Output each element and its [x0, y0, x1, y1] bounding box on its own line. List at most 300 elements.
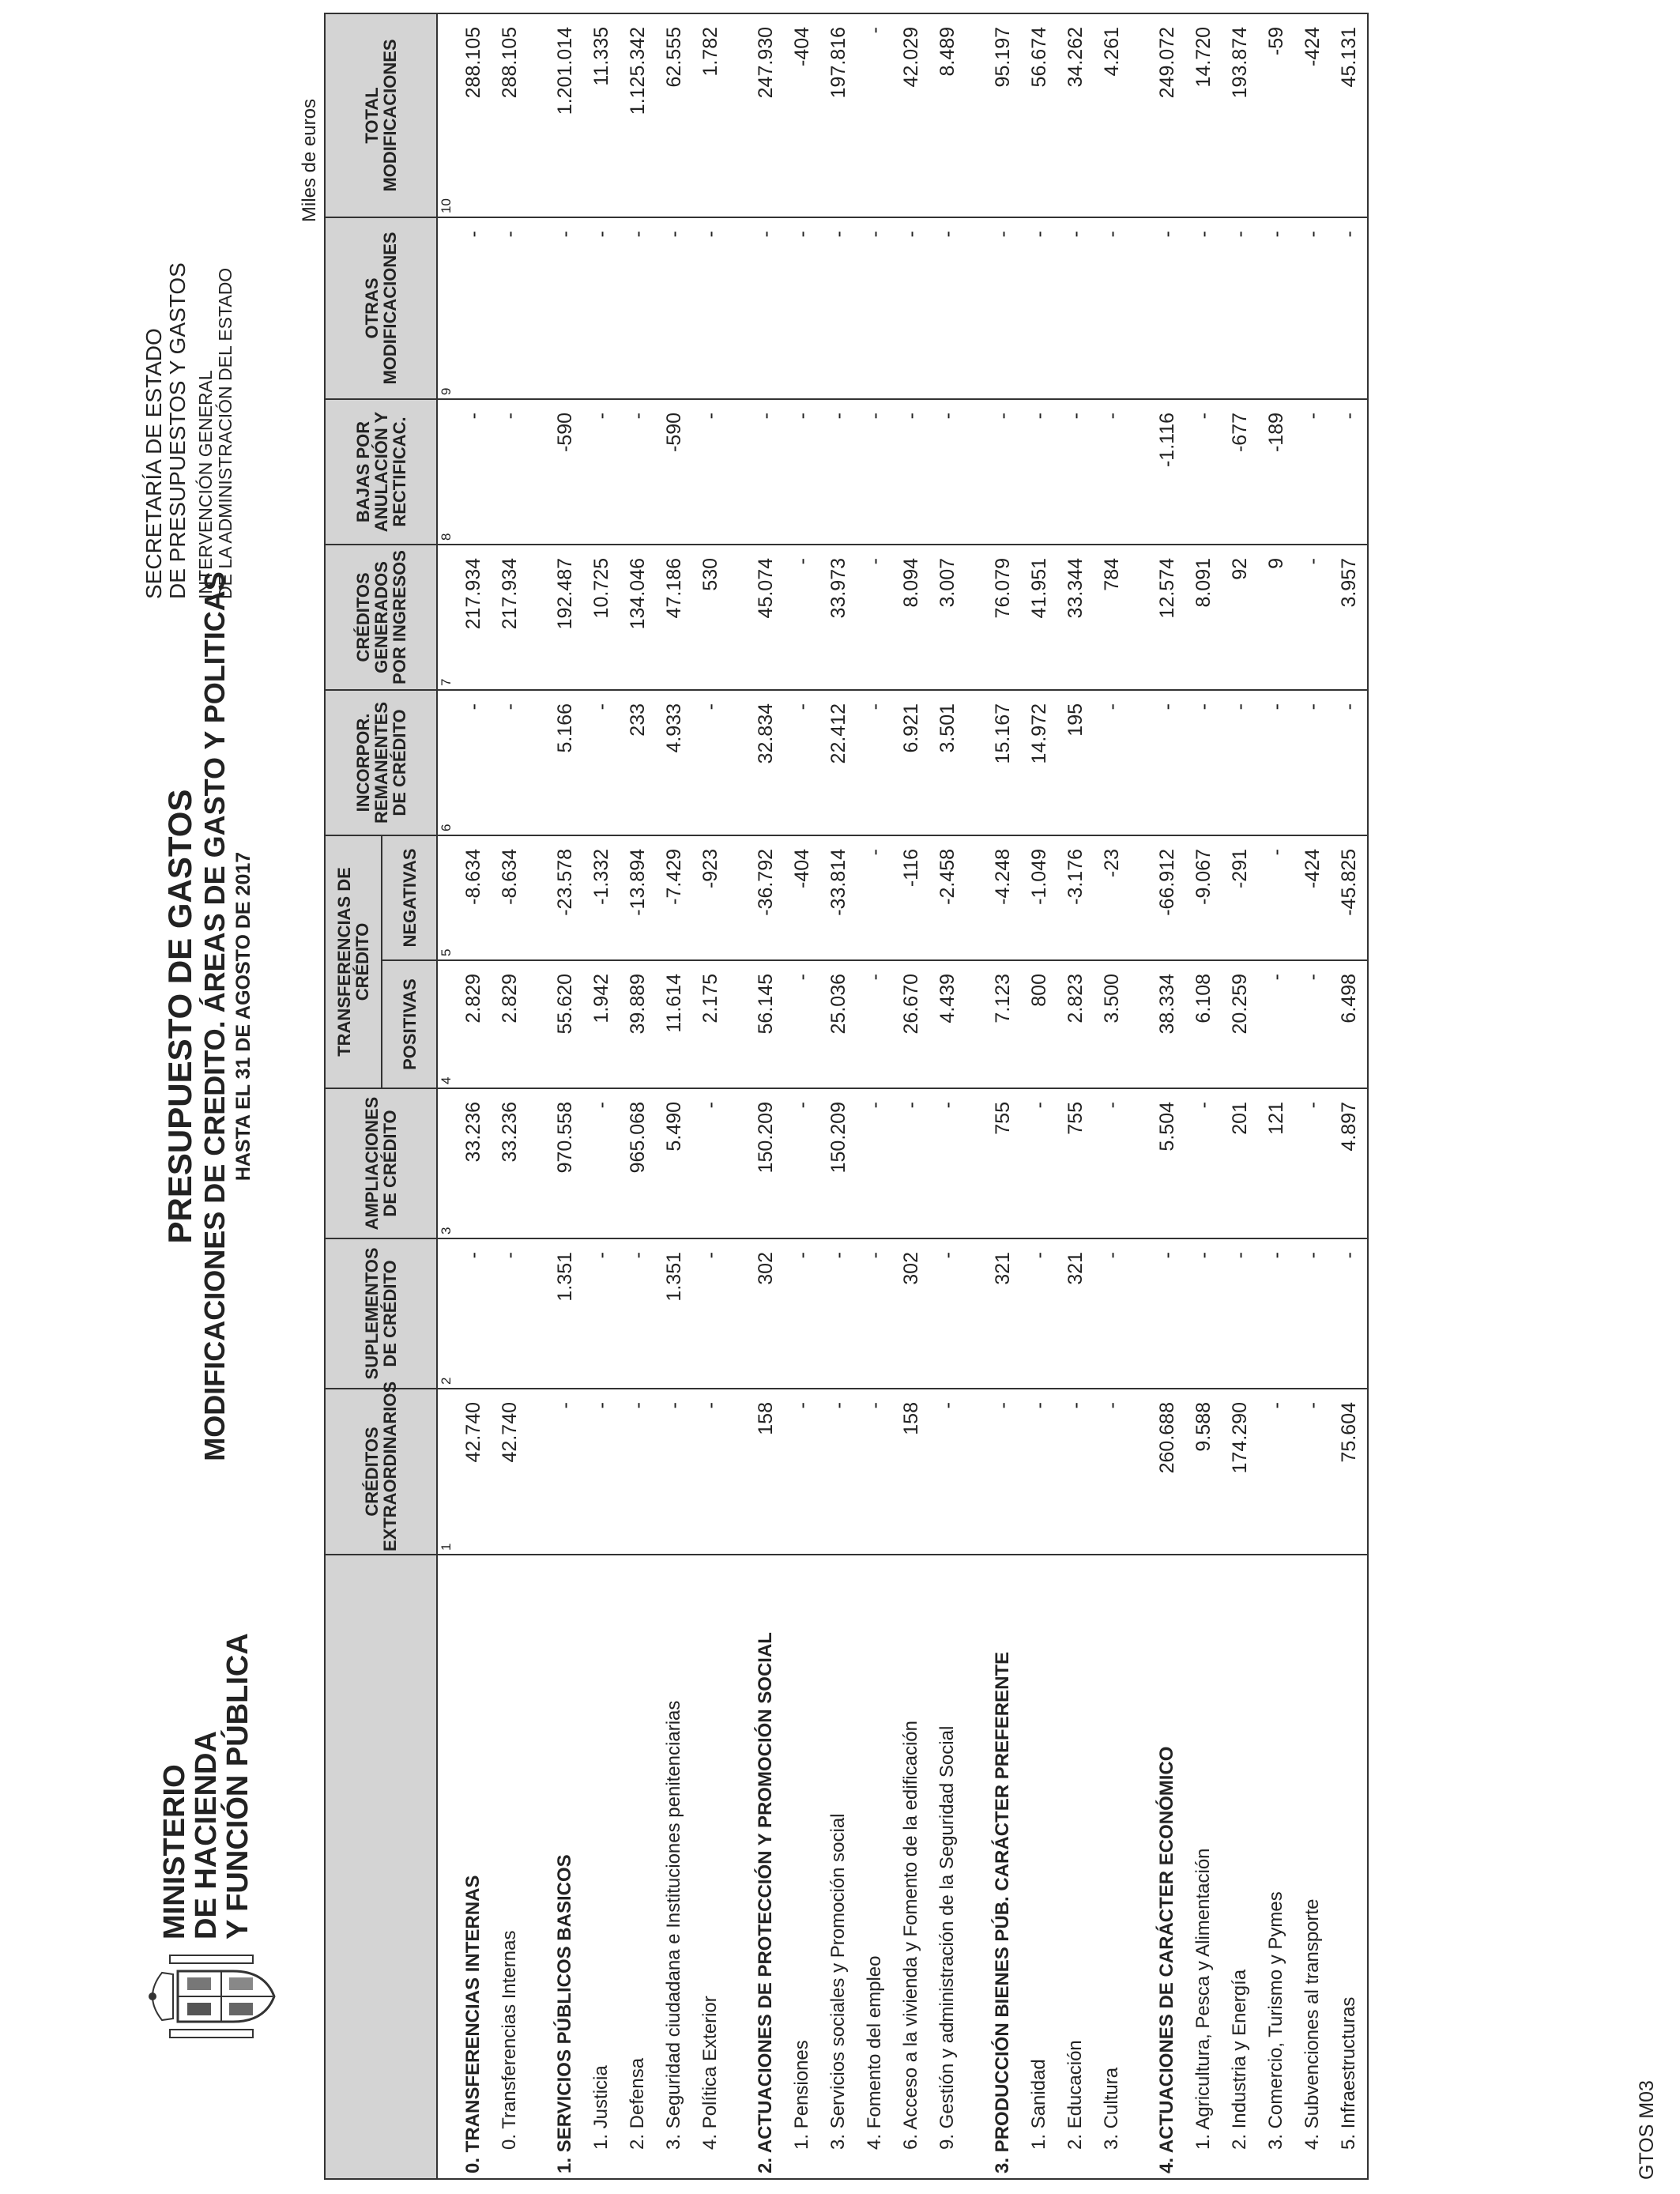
value-cell-col-3: 201	[1222, 1088, 1258, 1238]
value-cell-col-1: -	[1094, 1389, 1130, 1555]
row-label: 2. Educación	[1057, 1555, 1094, 2179]
spacer-cell	[528, 13, 547, 217]
value-cell-col-10: 11.335	[583, 13, 620, 217]
value-cell-col-5: -3.176	[1057, 835, 1094, 960]
row-label: 9. Gestión y administración de la Seguridad Social	[929, 1555, 966, 2179]
value-cell-col-1: 158	[893, 1389, 929, 1555]
value-cell-col-10: 42.029	[893, 13, 929, 217]
spacer-cell	[966, 690, 985, 835]
header-col-8: BAJAS POR ANULACIÓN Y RECTIFICAC.	[325, 399, 437, 545]
value-cell-col-10: -59	[1258, 13, 1294, 217]
row-label: 1. Sanidad	[1021, 1555, 1057, 2179]
spacer-cell	[966, 1088, 985, 1238]
value-cell-col-5: -291	[1222, 835, 1258, 960]
row-label: 2. Industria y Energía	[1222, 1555, 1258, 2179]
value-cell-col-10: 288.105	[492, 13, 528, 217]
table-row	[1057, 13, 1094, 2179]
value-cell-col-8: -590	[656, 399, 692, 545]
row-label: 1. Agricultura, Pesca y Alimentación	[1185, 1555, 1222, 2179]
value-cell-col-2: -	[692, 1238, 729, 1389]
value-cell-col-4: 7.123	[985, 960, 1021, 1088]
value-cell-col-6: 6.921	[893, 690, 929, 835]
value-cell-col-3: -	[692, 1088, 729, 1238]
column-number: 7	[437, 545, 455, 690]
value-cell-col-7: 217.934	[492, 545, 528, 690]
value-cell-col-2: 321	[1057, 1238, 1094, 1389]
value-cell-col-10: 56.674	[1021, 13, 1057, 217]
value-cell-col-10: 4.261	[1094, 13, 1130, 217]
value-cell-col-7: 530	[692, 545, 729, 690]
group-label: 0. TRANSFERENCIAS INTERNAS	[455, 1555, 492, 2179]
value-cell-col-7: 134.046	[620, 545, 656, 690]
intervention-line-2: DE LA ADMINISTRACIÓN DEL ESTADO	[215, 267, 235, 599]
value-cell-col-7: 92	[1222, 545, 1258, 690]
value-cell-col-4: 38.334	[1149, 960, 1185, 1088]
value-cell-col-3: -	[893, 1088, 929, 1238]
spacer-cell	[966, 13, 985, 217]
value-cell-col-8: -	[748, 399, 784, 545]
value-cell-col-5: -	[857, 835, 893, 960]
spacer-cell	[966, 960, 985, 1088]
row-label: 4. Política Exterior	[692, 1555, 729, 2179]
intervention-line-1: INTERVENCIÓN GENERAL	[195, 370, 216, 599]
spacer-cell	[1130, 1389, 1149, 1555]
row-label: 3. Comercio, Turismo y Pymes	[1258, 1555, 1294, 2179]
value-cell-col-3: 5.490	[656, 1088, 692, 1238]
value-cell-col-10: 249.072	[1149, 13, 1185, 217]
table-row	[1331, 13, 1368, 2179]
value-cell-col-4: 2.823	[1057, 960, 1094, 1088]
value-cell-col-4: 20.259	[1222, 960, 1258, 1088]
header-col-5: NEGATIVAS	[382, 835, 437, 960]
value-cell-col-3: 5.504	[1149, 1088, 1185, 1238]
value-cell-col-6: -	[857, 690, 893, 835]
value-cell-col-10: 193.874	[1222, 13, 1258, 217]
value-cell-col-9: -	[492, 217, 528, 399]
value-cell-col-4: 800	[1021, 960, 1057, 1088]
value-cell-col-2: -	[857, 1238, 893, 1389]
value-cell-col-3: 965.068	[620, 1088, 656, 1238]
value-cell-col-1: 9.588	[1185, 1389, 1222, 1555]
report-period: HASTA EL 31 DE AGOSTO DE 2017	[232, 851, 254, 1182]
secretariat-line-2: DE PRESUPUESTOS Y GASTOS	[165, 262, 190, 599]
spacer-cell	[528, 835, 547, 960]
value-cell-col-8: -	[1094, 399, 1130, 545]
value-cell-col-6: 5.166	[547, 690, 583, 835]
value-cell-col-6: -	[692, 690, 729, 835]
value-cell-col-2: -	[1294, 1238, 1331, 1389]
spacer-cell	[729, 1389, 748, 1555]
value-cell-col-4: 39.889	[620, 960, 656, 1088]
value-cell-col-9: -	[1021, 217, 1057, 399]
value-cell-col-1: -	[547, 1389, 583, 1555]
value-cell-col-4: 11.614	[656, 960, 692, 1088]
value-cell-col-10: 1.201.014	[547, 13, 583, 217]
table-row	[1185, 13, 1222, 2179]
value-cell-col-8: -	[1331, 399, 1368, 545]
value-cell-col-5: -8.634	[455, 835, 492, 960]
value-cell-col-7: 8.091	[1185, 545, 1222, 690]
value-cell-col-9: -	[547, 217, 583, 399]
value-cell-col-4: 1.942	[583, 960, 620, 1088]
value-cell-col-2: -	[1021, 1238, 1057, 1389]
spacer-cell	[966, 1555, 985, 2179]
value-cell-col-5: -66.912	[1149, 835, 1185, 960]
group-label: 1. SERVICIOS PÚBLICOS BASICOS	[547, 1555, 583, 2179]
value-cell-col-2: -	[929, 1238, 966, 1389]
value-cell-col-5: -45.825	[1331, 835, 1368, 960]
value-cell-col-8: -	[784, 399, 820, 545]
value-cell-col-9: -	[583, 217, 620, 399]
row-label: 3. Servicios sociales y Promoción social	[820, 1555, 857, 2179]
spacer-cell	[1130, 690, 1149, 835]
spacer-cell	[966, 545, 985, 690]
value-cell-col-6: 22.412	[820, 690, 857, 835]
value-cell-col-4: 6.498	[1331, 960, 1368, 1088]
value-cell-col-6: -	[1331, 690, 1368, 835]
value-cell-col-9: -	[1331, 217, 1368, 399]
table-row	[1222, 13, 1258, 2179]
value-cell-col-1: -	[985, 1389, 1021, 1555]
spacer-row	[528, 13, 547, 2179]
value-cell-col-8: -	[1294, 399, 1331, 545]
value-cell-col-1: 158	[748, 1389, 784, 1555]
spacer-cell	[1130, 1238, 1149, 1389]
spacer-cell	[966, 399, 985, 545]
group-label: 4. ACTUACIONES DE CARÁCTER ECONÓMICO	[1149, 1555, 1185, 2179]
value-cell-col-8: -	[857, 399, 893, 545]
table-row	[929, 13, 966, 2179]
value-cell-col-9: -	[820, 217, 857, 399]
spacer-cell	[528, 1088, 547, 1238]
table-row	[1294, 13, 1331, 2179]
value-cell-col-1: 260.688	[1149, 1389, 1185, 1555]
table-group-row	[455, 13, 492, 2179]
value-cell-col-10: 34.262	[1057, 13, 1094, 217]
value-cell-col-4: 55.620	[547, 960, 583, 1088]
modifications-table	[324, 13, 1369, 2180]
table-group-row	[985, 13, 1021, 2179]
spacer-cell	[1130, 399, 1149, 545]
value-cell-col-4: 2.829	[455, 960, 492, 1088]
value-cell-col-9: -	[1057, 217, 1094, 399]
value-cell-col-3: -	[1021, 1088, 1057, 1238]
header-col-9: OTRAS MODIFICACIONES	[325, 217, 437, 399]
value-cell-col-2: -	[1185, 1238, 1222, 1389]
value-cell-col-10: -404	[784, 13, 820, 217]
value-cell-col-10: 288.105	[455, 13, 492, 217]
value-cell-col-7: 192.487	[547, 545, 583, 690]
value-cell-col-1: -	[620, 1389, 656, 1555]
value-cell-col-5: -424	[1294, 835, 1331, 960]
value-cell-col-6: -	[1149, 690, 1185, 835]
value-cell-col-6: -	[1222, 690, 1258, 835]
table-group-row	[1149, 13, 1185, 2179]
value-cell-col-8: -	[929, 399, 966, 545]
value-cell-col-4: 4.439	[929, 960, 966, 1088]
table-row	[492, 13, 528, 2179]
report-subtitle: MODIFICACIONES DE CREDITO. ÁREAS DE GASTO Y POLITICAS	[198, 571, 231, 1461]
value-cell-col-5: -2.458	[929, 835, 966, 960]
table-row	[583, 13, 620, 2179]
report-title-block	[162, 550, 255, 1483]
value-cell-col-3: 755	[985, 1088, 1021, 1238]
value-cell-col-5: -36.792	[748, 835, 784, 960]
value-cell-col-1: -	[857, 1389, 893, 1555]
value-cell-col-8: -	[893, 399, 929, 545]
value-cell-col-7: 76.079	[985, 545, 1021, 690]
row-label: 1. Pensiones	[784, 1555, 820, 2179]
spacer-cell	[729, 1238, 748, 1389]
value-cell-col-7: 33.973	[820, 545, 857, 690]
table-group-row	[748, 13, 784, 2179]
value-cell-col-8: -	[583, 399, 620, 545]
value-cell-col-3: 970.558	[547, 1088, 583, 1238]
value-cell-col-6: 15.167	[985, 690, 1021, 835]
value-cell-col-5: -23	[1094, 835, 1130, 960]
column-number: 10	[437, 13, 455, 217]
value-cell-col-1: -	[929, 1389, 966, 1555]
value-cell-col-1: -	[1294, 1389, 1331, 1555]
value-cell-col-2: -	[784, 1238, 820, 1389]
value-cell-col-5: -1.049	[1021, 835, 1057, 960]
value-cell-col-8: -	[620, 399, 656, 545]
value-cell-col-3: 33.236	[492, 1088, 528, 1238]
value-cell-col-7: 45.074	[748, 545, 784, 690]
spacer-cell	[729, 1088, 748, 1238]
group-label: 3. PRODUCCIÓN BIENES PÚB. CARÁCTER PREFERENTE	[985, 1555, 1021, 2179]
spacer-cell	[1130, 545, 1149, 690]
spacer-cell	[528, 545, 547, 690]
group-label: 2. ACTUACIONES DE PROTECCIÓN Y PROMOCIÓN SOCIAL	[748, 1555, 784, 2179]
spacer-cell	[729, 217, 748, 399]
value-cell-col-2: -	[620, 1238, 656, 1389]
value-cell-col-8: -	[1021, 399, 1057, 545]
table-row	[784, 13, 820, 2179]
value-cell-col-9: -	[1185, 217, 1222, 399]
ministry-name	[159, 1633, 254, 1940]
value-cell-col-9: -	[929, 217, 966, 399]
row-label: 1. Justicia	[583, 1555, 620, 2179]
value-cell-col-10: 1.782	[692, 13, 729, 217]
value-cell-col-3: -	[1294, 1088, 1331, 1238]
value-cell-col-10: 95.197	[985, 13, 1021, 217]
value-cell-col-1: -	[1057, 1389, 1094, 1555]
value-cell-col-9: -	[620, 217, 656, 399]
value-cell-col-9: -	[1294, 217, 1331, 399]
value-cell-col-8: -	[985, 399, 1021, 545]
value-cell-col-7: 41.951	[1021, 545, 1057, 690]
row-label: 6. Acceso a la vivienda y Fomento de la edificación	[893, 1555, 929, 2179]
table-body	[455, 13, 1368, 2179]
row-label: 5. Infraestructuras	[1331, 1555, 1368, 2179]
column-number: 6	[437, 690, 455, 835]
value-cell-col-3: 150.209	[820, 1088, 857, 1238]
spacer-cell	[966, 1389, 985, 1555]
value-cell-col-7: 33.344	[1057, 545, 1094, 690]
value-cell-col-4: -	[1294, 960, 1331, 1088]
value-cell-col-5: -4.248	[985, 835, 1021, 960]
spacer-cell	[1130, 960, 1149, 1088]
spacer-cell	[528, 1555, 547, 2179]
value-cell-col-2: -	[1331, 1238, 1368, 1389]
value-cell-col-5: -8.634	[492, 835, 528, 960]
ministry-line-1: MINISTERIO	[158, 1764, 191, 1940]
spacer-cell	[1130, 1088, 1149, 1238]
value-cell-col-7: 8.094	[893, 545, 929, 690]
value-cell-col-3: -	[929, 1088, 966, 1238]
header-col-2: SUPLEMENTOS DE CRÉDITO	[325, 1238, 437, 1389]
column-number: 8	[437, 399, 455, 545]
row-label: 3. Seguridad ciudadana e Instituciones penitenciarias	[656, 1555, 692, 2179]
column-number: 5	[437, 835, 455, 960]
header-col-7: CRÉDITOS GENERADOS POR INGRESOS	[325, 545, 437, 690]
value-cell-col-3: 755	[1057, 1088, 1094, 1238]
table-row	[656, 13, 692, 2179]
column-number-blank	[437, 1555, 455, 2179]
value-cell-col-9: -	[857, 217, 893, 399]
spacer-cell	[729, 13, 748, 217]
value-cell-col-1: -	[583, 1389, 620, 1555]
spacer-cell	[729, 960, 748, 1088]
value-cell-col-3: 33.236	[455, 1088, 492, 1238]
value-cell-col-5: -404	[784, 835, 820, 960]
column-number: 2	[437, 1238, 455, 1389]
value-cell-col-1: -	[692, 1389, 729, 1555]
value-cell-col-9: -	[784, 217, 820, 399]
value-cell-col-10: -424	[1294, 13, 1331, 217]
secretariat-line-1: SECRETARÍA DE ESTADO	[141, 328, 166, 599]
value-cell-col-7: 10.725	[583, 545, 620, 690]
table-row	[1258, 13, 1294, 2179]
value-cell-col-7: 3.957	[1331, 545, 1368, 690]
value-cell-col-7: -	[1294, 545, 1331, 690]
value-cell-col-4: 56.145	[748, 960, 784, 1088]
value-cell-col-7: 12.574	[1149, 545, 1185, 690]
value-cell-col-8: -1.116	[1149, 399, 1185, 545]
value-cell-col-10: 197.816	[820, 13, 857, 217]
value-cell-col-5: -1.332	[583, 835, 620, 960]
ministry-line-3: Y FUNCIÓN PÚBLICA	[221, 1633, 254, 1940]
value-cell-col-3: -	[857, 1088, 893, 1238]
header-col-3: AMPLIACIONES DE CRÉDITO	[325, 1088, 437, 1238]
value-cell-col-5: -9.067	[1185, 835, 1222, 960]
spacer-cell	[528, 690, 547, 835]
table-row	[1021, 13, 1057, 2179]
value-cell-col-8: -	[1057, 399, 1094, 545]
value-cell-col-3: 150.209	[748, 1088, 784, 1238]
value-cell-col-8: -590	[547, 399, 583, 545]
value-cell-col-3: -	[583, 1088, 620, 1238]
value-cell-col-4: -	[857, 960, 893, 1088]
value-cell-col-6: -	[583, 690, 620, 835]
value-cell-col-2: 1.351	[547, 1238, 583, 1389]
value-cell-col-6: -	[1294, 690, 1331, 835]
spacer-cell	[1130, 13, 1149, 217]
value-cell-col-1: -	[1021, 1389, 1057, 1555]
value-cell-col-6: 195	[1057, 690, 1094, 835]
column-number: 9	[437, 217, 455, 399]
value-cell-col-3: 121	[1258, 1088, 1294, 1238]
value-cell-col-6: -	[784, 690, 820, 835]
value-cell-col-7: -	[857, 545, 893, 690]
value-cell-col-1: 42.740	[492, 1389, 528, 1555]
value-cell-col-6: -	[455, 690, 492, 835]
header-transfers-group: TRANSFERENCIAS DE CRÉDITO	[325, 835, 382, 1088]
value-cell-col-7: 3.007	[929, 545, 966, 690]
row-label: 3. Cultura	[1094, 1555, 1130, 2179]
spacer-cell	[729, 690, 748, 835]
value-cell-col-6: 14.972	[1021, 690, 1057, 835]
value-cell-col-6: 32.834	[748, 690, 784, 835]
value-cell-col-9: -	[748, 217, 784, 399]
column-number: 1	[437, 1389, 455, 1555]
value-cell-col-6: 233	[620, 690, 656, 835]
value-cell-col-9: -	[656, 217, 692, 399]
value-cell-col-5: -23.578	[547, 835, 583, 960]
header-col-10: TOTAL MODIFICACIONES	[325, 13, 437, 217]
value-cell-col-2: 302	[893, 1238, 929, 1389]
value-cell-col-2: 1.351	[656, 1238, 692, 1389]
value-cell-col-1: -	[656, 1389, 692, 1555]
value-cell-col-6: 3.501	[929, 690, 966, 835]
header-label-cell	[325, 1555, 437, 2179]
secretariat-header	[142, 262, 235, 599]
value-cell-col-6: -	[1185, 690, 1222, 835]
spacer-cell	[1130, 835, 1149, 960]
value-cell-col-8: -	[492, 399, 528, 545]
value-cell-col-8: -	[692, 399, 729, 545]
value-cell-col-10: -	[857, 13, 893, 217]
header-col-1: CRÉDITOS EXTRAORDINARIOS	[325, 1389, 437, 1555]
value-cell-col-4: -	[784, 960, 820, 1088]
value-cell-col-2: 321	[985, 1238, 1021, 1389]
value-cell-col-5: -116	[893, 835, 929, 960]
table-row	[620, 13, 656, 2179]
value-cell-col-4: 26.670	[893, 960, 929, 1088]
value-cell-col-8: -	[1185, 399, 1222, 545]
report-title: PRESUPUESTO DE GASTOS	[161, 789, 198, 1244]
value-cell-col-3: -	[784, 1088, 820, 1238]
value-cell-col-7: 9	[1258, 545, 1294, 690]
value-cell-col-4: 2.175	[692, 960, 729, 1088]
spacer-cell	[528, 217, 547, 399]
value-cell-col-4: -	[1258, 960, 1294, 1088]
ministry-line-2: DE HACIENDA	[190, 1731, 223, 1940]
value-cell-col-1: -	[820, 1389, 857, 1555]
value-cell-col-1: -	[784, 1389, 820, 1555]
value-cell-col-7: 47.186	[656, 545, 692, 690]
value-cell-col-8: -	[820, 399, 857, 545]
spacer-cell	[1130, 1555, 1149, 2179]
spacer-cell	[729, 835, 748, 960]
value-cell-col-1: -	[1258, 1389, 1294, 1555]
value-cell-col-3: -	[1185, 1088, 1222, 1238]
table-row	[820, 13, 857, 2179]
value-cell-col-5: -7.429	[656, 835, 692, 960]
table-row	[893, 13, 929, 2179]
value-cell-col-5: -13.894	[620, 835, 656, 960]
value-cell-col-2: -	[820, 1238, 857, 1389]
units-label: Miles de euros	[299, 99, 320, 223]
spacer-cell	[729, 545, 748, 690]
value-cell-col-5: -	[1258, 835, 1294, 960]
row-label: 0. Transferencias Internas	[492, 1555, 528, 2179]
value-cell-col-6: -	[1094, 690, 1130, 835]
value-cell-col-2: -	[492, 1238, 528, 1389]
table-row	[857, 13, 893, 2179]
value-cell-col-6: -	[1258, 690, 1294, 835]
